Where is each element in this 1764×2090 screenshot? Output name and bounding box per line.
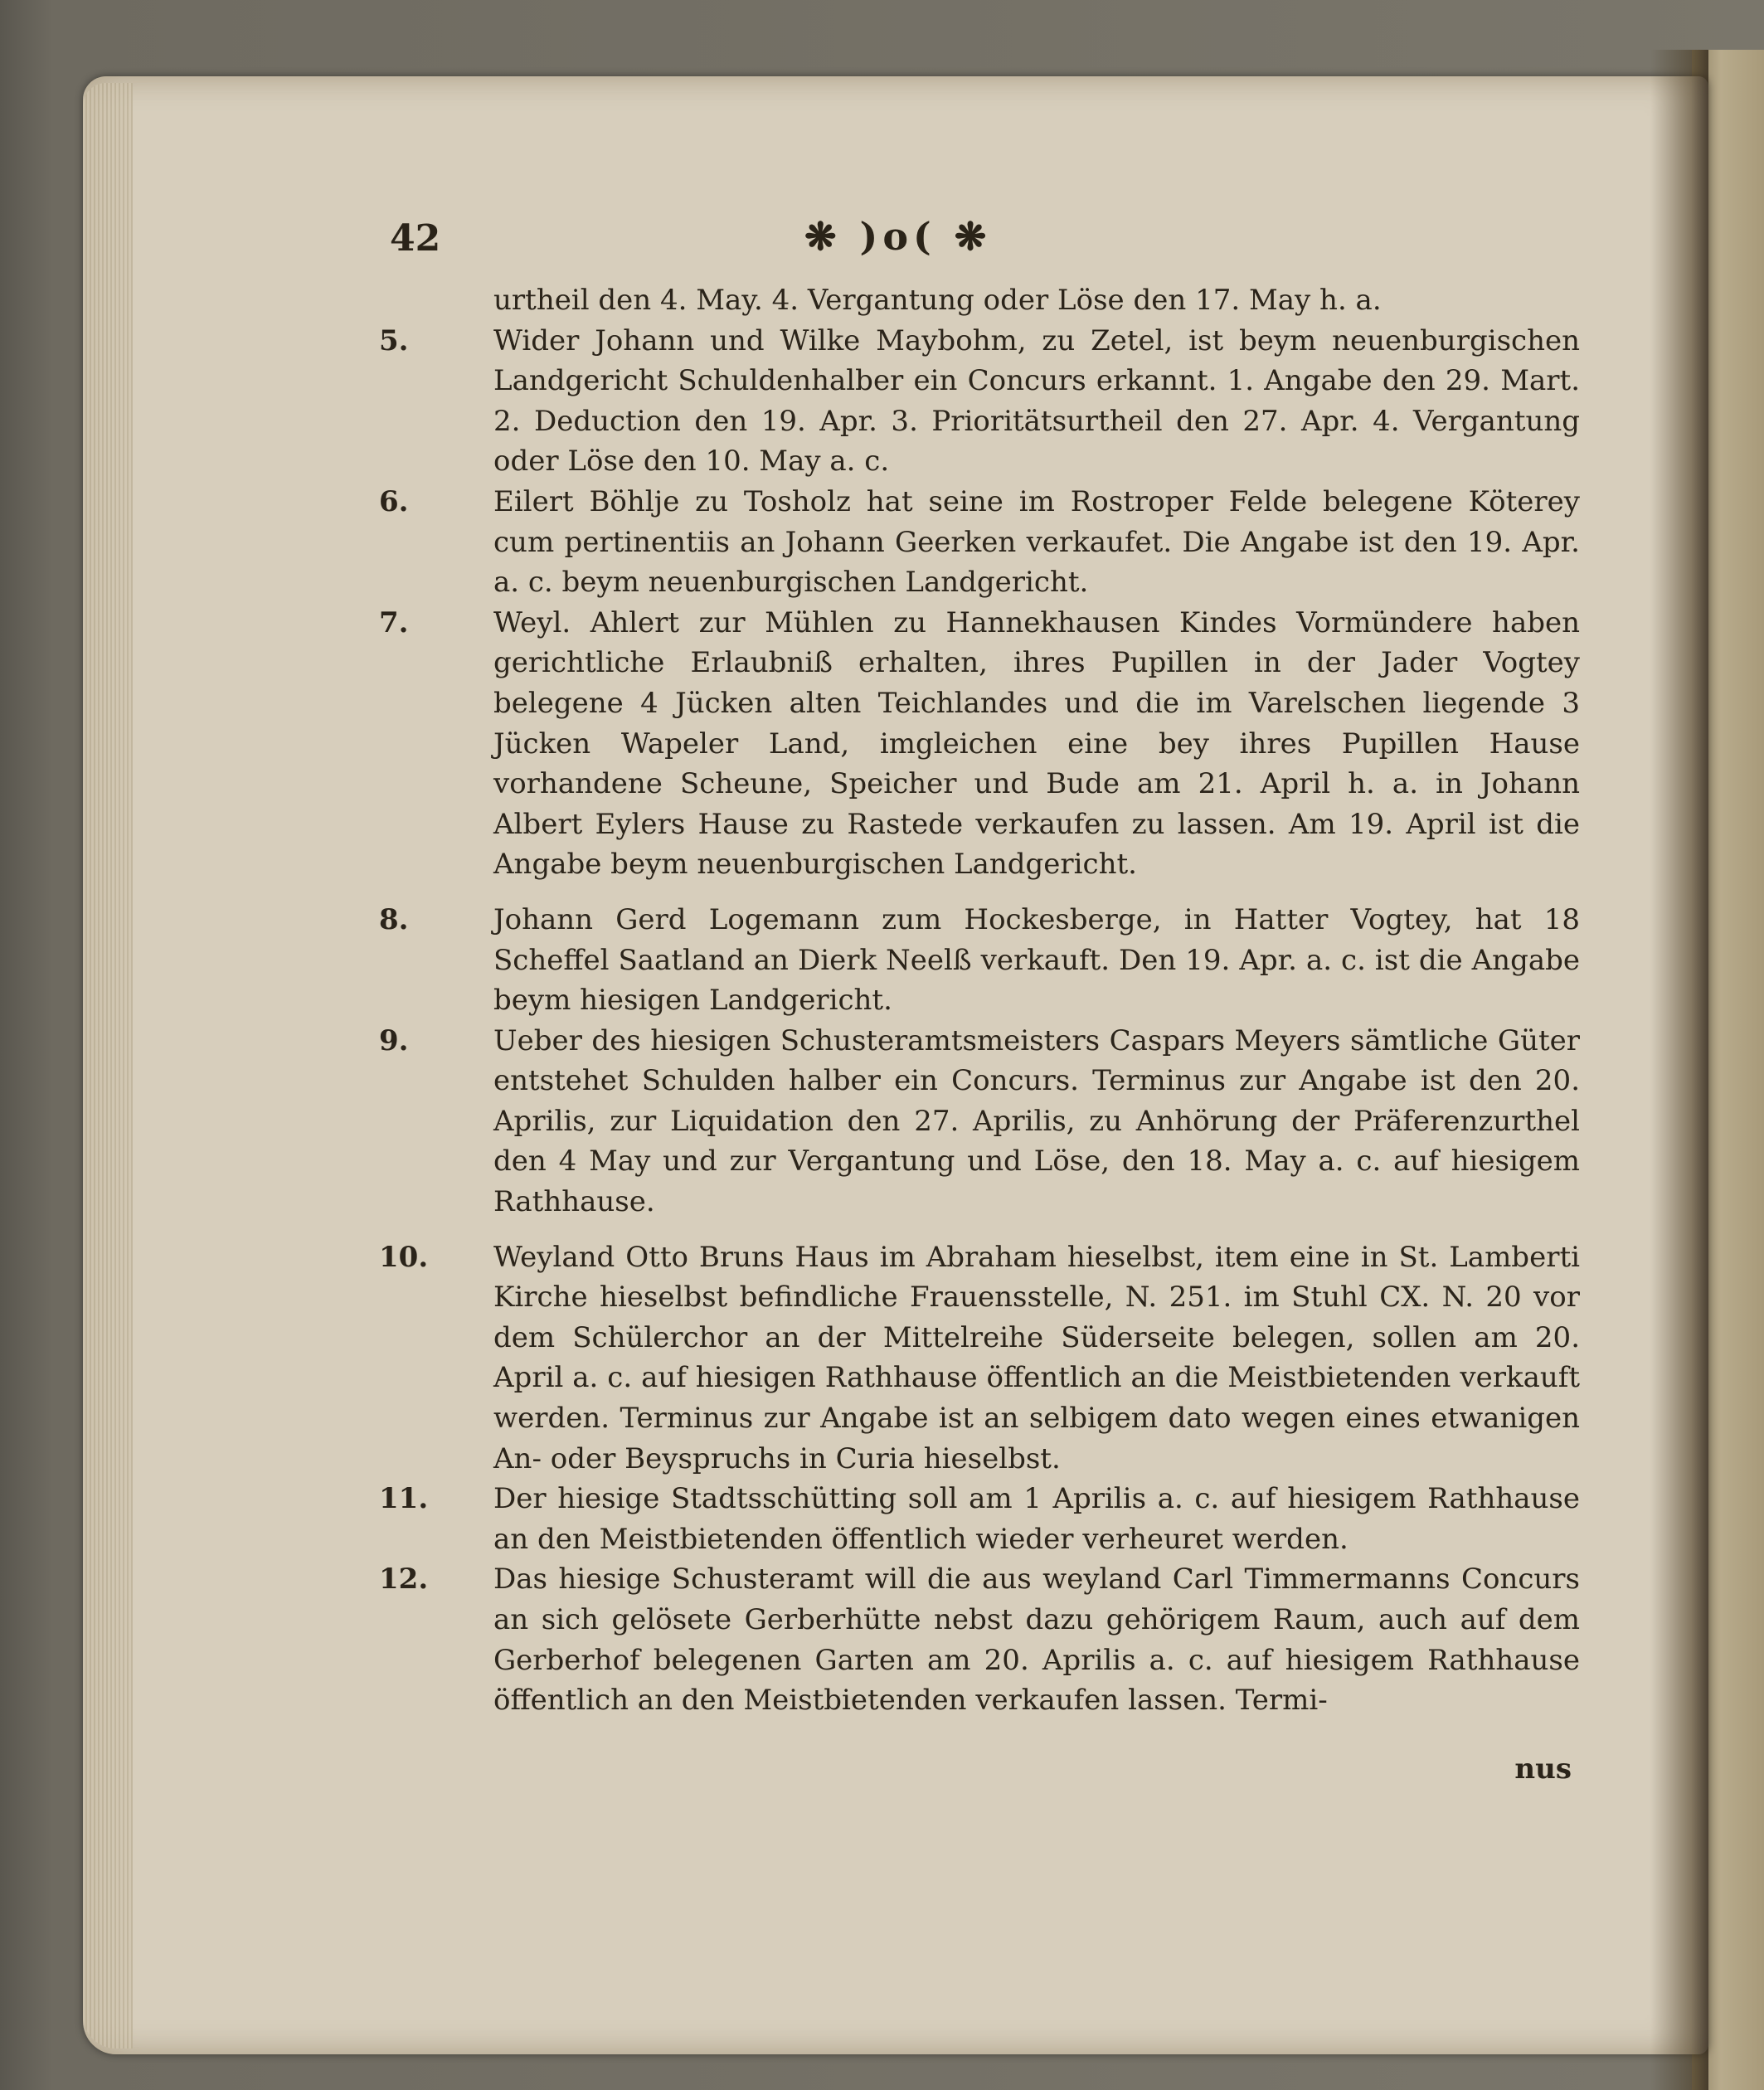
entry-number: 6. xyxy=(379,484,409,518)
page-body xyxy=(377,280,1580,1817)
catchword: nus xyxy=(1514,1752,1572,1786)
list-item xyxy=(377,321,1580,482)
list-item xyxy=(377,1479,1580,1559)
entry-text: Johann Gerd Logemann zum Hockesberge, in Hatter Vogtey, hat 18 Scheffel Saatland an Dierk Neelß verkauft. Den 19. Apr. a. c. ist die Angabe beym hiesigen Landgericht. xyxy=(493,902,1580,1018)
page-stack-edges xyxy=(83,83,133,2049)
entry-text: Das hiesige Schusteramt will die aus weyland Carl Timmermanns Concurs an sich gelösete Gerberhütte nebst dazu gehörigem Raum, auch auf dem Gerberhof belegenen Garten am 20. Aprilis a. c. auf hiesigem Rathhause öffentlich an den Meistbietenden verkaufen lassen. Termi- xyxy=(493,1563,1580,1718)
entry-text: urtheil den 4. May. 4. Vergantung oder Löse den 17. May h. a. xyxy=(493,284,1382,317)
page-header xyxy=(390,214,1576,267)
entry-number: 11. xyxy=(379,1482,429,1516)
entry-text: Der hiesige Stadtsschütting soll am 1 Aprilis a. c. auf hiesigem Rathhause an den Meistbietenden öffentlich wieder verheuret werden. xyxy=(493,1482,1580,1556)
entry-text: Weyl. Ahlert zur Mühlen zu Hannekhausen Kindes Vormündere haben gerichtliche Erlaubniß erhalten, ihres Pupillen in der Jader Vogtey belegene 4 Jücken alten Teichlandes und die im Varelschen liegende 3 Jücken Wapeler Land, imgleichen eine bey ihres Pupillen Hause vorhandene Scheune, Speicher und Bude am 21. April h. a. in Johann Albert Eylers Hause zu Rastede verkaufen zu lassen. Am 19. April ist die Angabe beym neuenburgischen Landgericht. xyxy=(493,605,1580,882)
list-item xyxy=(377,603,1580,885)
entry-number: 7. xyxy=(379,605,409,639)
entry-number: 5. xyxy=(379,323,409,357)
header-ornament: ❋ )o( ❋ xyxy=(804,214,992,259)
entry-text: Eilert Böhlje zu Tosholz hat seine im Rostroper Felde belegene Köterey cum pertinentiis an Johann Geerken verkaufet. Die Angabe ist den 19. Apr. a. c. beym neuenburgischen Landgericht. xyxy=(493,484,1580,600)
entry-number: 9. xyxy=(379,1023,409,1057)
list-item xyxy=(377,1021,1580,1222)
list-item xyxy=(377,1559,1580,1720)
entry-number: 12. xyxy=(379,1563,429,1597)
entry-text: Ueber des hiesigen Schusteramtsmeisters Caspars Meyers sämtliche Güter entstehet Schulden halber ein Concurs. Terminus zur Angabe ist den 20. Aprilis, zur Liquidation den 27. Aprilis, zu Anhörung der Präferenzurthel den 4 May und zur Vergantung und Löse, den 18. May a. c. auf hiesigem Rathhause. xyxy=(493,1023,1580,1219)
list-item xyxy=(377,1237,1580,1480)
page-number: 42 xyxy=(390,217,441,260)
binding-shadow xyxy=(1650,50,1708,2090)
entry-text: Weyland Otto Bruns Haus im Abraham hieselbst, item eine in St. Lamberti Kirche hieselbst befindliche Frauensstelle, N. 251. im Stuhl CX. N. 20 vor dem Schülerchor an der Mittelreihe Süderseite belegen, sollen am 20. April a. c. auf hiesigen Rathhause öffentlich an die Meistbietenden verkauft werden. Terminus zur Angabe ist an selbigem dato wegen eines etwanigen An- oder Beyspruchs in Curia hieselbst. xyxy=(493,1240,1580,1475)
list-item xyxy=(377,900,1580,1021)
entry-number: 8. xyxy=(379,902,409,936)
list-item xyxy=(377,482,1580,603)
entry-number: 10. xyxy=(379,1240,429,1274)
list-item xyxy=(377,280,1580,321)
entry-text: Wider Johann und Wilke Maybohm, zu Zetel, ist beym neuenburgischen Landgericht Schuldenhalber ein Concurs erkannt. 1. Angabe den 29. Mart. 2. Deduction den 19. Apr. 3. Prioritätsurtheil den 27. Apr. 4. Vergantung oder Löse den 10. May a. c. xyxy=(493,323,1580,479)
